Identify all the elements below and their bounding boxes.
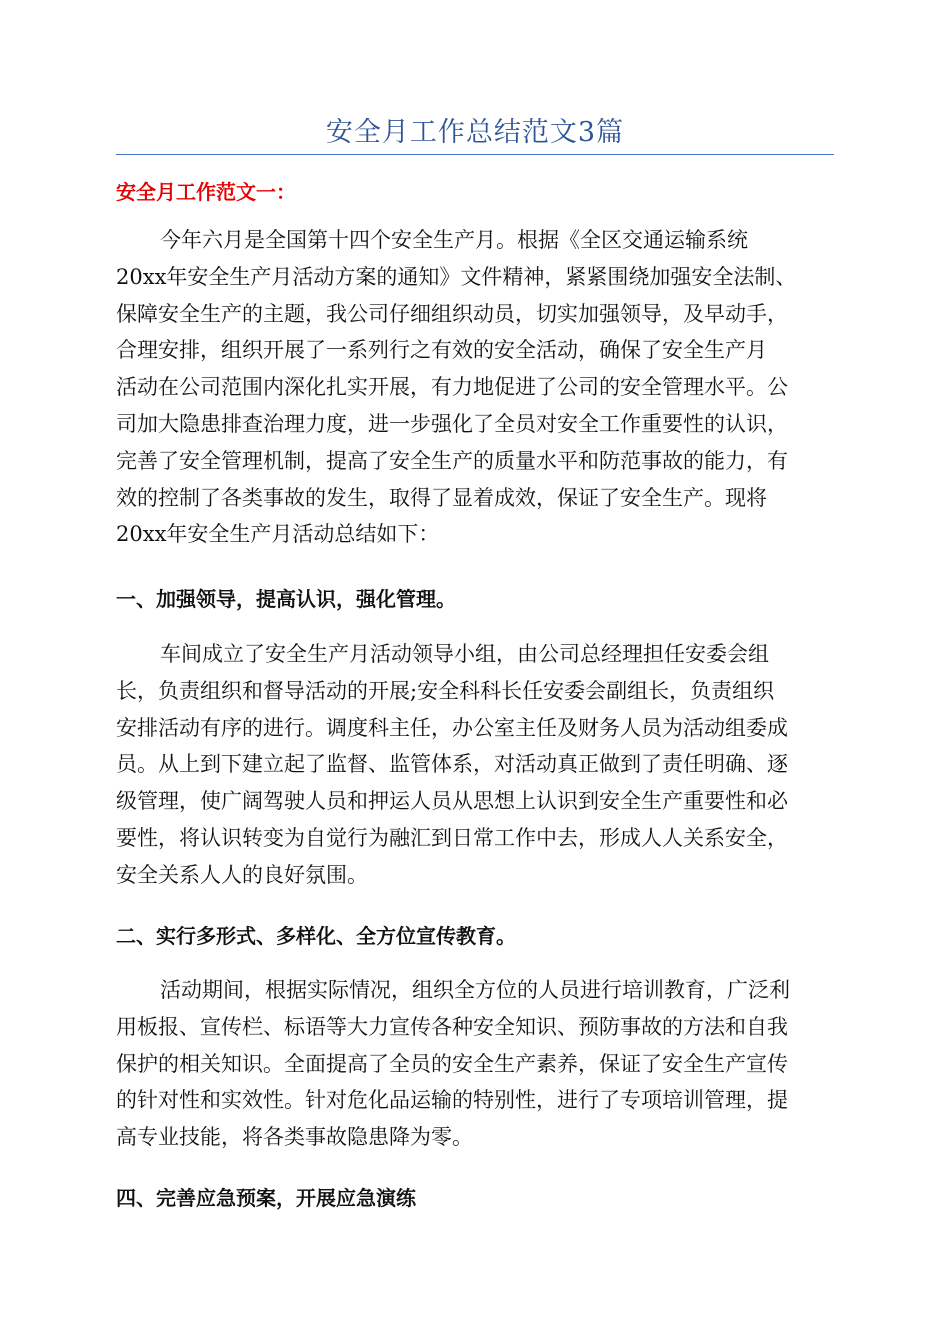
title-underline <box>116 154 834 155</box>
paragraph-line: 活动期间，根据实际情况，组织全方位的人员进行培训教育，广泛利 <box>160 978 790 1002</box>
paragraph-intro <box>116 222 834 553</box>
section-heading-4: 四、完善应急预案，开展应急演练 <box>116 1186 416 1210</box>
paragraph-line: 车间成立了安全生产月活动领导小组，由公司总经理担任安委会组 <box>160 642 769 666</box>
paragraph-line: 用板报、宣传栏、标语等大力宣传各种安全知识、预防事故的方法和自我 <box>116 1014 788 1039</box>
paragraph-line: 20xx年安全生产月活动总结如下： <box>116 522 440 547</box>
paragraph-line: 保护的相关知识。全面提高了全员的安全生产素养，保证了安全生产宣传 <box>116 1051 788 1076</box>
paragraph-line: 员。从上到下建立起了监督、监管体系，对活动真正做到了责任明确、逐 <box>116 752 788 777</box>
paragraph-line: 安全关系人人的良好氛围。 <box>116 862 368 887</box>
paragraph-line: 活动在公司范围内深化扎实开展，有力地促进了公司的安全管理水平。公 <box>116 375 788 400</box>
paragraph-line: 长，负责组织和督导活动的开展;安全科科长任安委会副组长，负责组织 <box>116 678 775 703</box>
paragraph-line: 安排活动有序的进行。调度科主任，办公室主任及财务人员为活动组委成 <box>116 715 788 740</box>
paragraph-line: 保障安全生产的主题，我公司仔细组织动员，切实加强领导，及早动手， <box>116 301 788 326</box>
document-title: 安全月工作总结范文3篇 <box>325 117 625 148</box>
paragraph-line: 今年六月是全国第十四个安全生产月。根据《全区交通运输系统 <box>160 228 748 252</box>
paragraph-line: 要性，将认识转变为自觉行为融汇到日常工作中去，形成人人关系安全， <box>116 825 788 850</box>
paragraph-line: 级管理，使广阔驾驶人员和押运人员从思想上认识到安全生产重要性和必 <box>116 789 788 814</box>
article-heading: 安全月工作范文一： <box>116 180 296 204</box>
paragraph-line: 司加大隐患排查治理力度，进一步强化了全员对安全工作重要性的认识， <box>116 411 788 436</box>
section-heading-2: 二、实行多形式、多样化、全方位宣传教育。 <box>116 924 516 948</box>
paragraph-line: 合理安排，组织开展了一系列行之有效的安全活动，确保了安全生产月 <box>116 338 767 363</box>
paragraph-education <box>116 972 834 1156</box>
paragraph-leadership <box>116 636 834 894</box>
paragraph-line: 完善了安全管理机制，提高了安全生产的质量水平和防范事故的能力，有 <box>116 448 788 473</box>
paragraph-line: 20xx年安全生产月活动方案的通知》文件精神，紧紧围绕加强安全法制、 <box>116 264 797 289</box>
paragraph-line: 效的控制了各类事故的发生，取得了显着成效，保证了安全生产。现将 <box>116 485 767 510</box>
paragraph-line: 的针对性和实效性。针对危化品运输的特别性，进行了专项培训管理，提 <box>116 1088 788 1113</box>
section-heading-1: 一、加强领导，提高认识，强化管理。 <box>116 587 456 611</box>
paragraph-line: 高专业技能，将各类事故隐患降为零。 <box>116 1125 473 1150</box>
